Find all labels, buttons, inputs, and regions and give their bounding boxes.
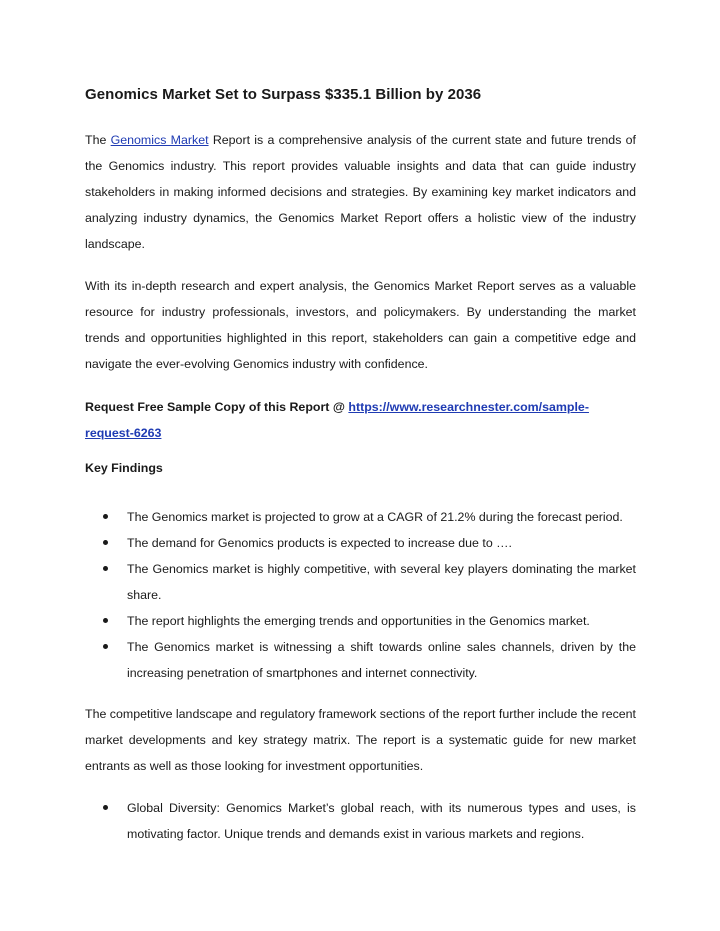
intro-suffix: Report is a comprehensive analysis of the current state and future trends of the Genomics industry. This report provides valuable insights and data that can guide industry stakeholders in making informed decisions and strategies. By examining key market indicators and analyzing industry dynamics, the Genomics Market Report offers a holistic view of the industry landscape. xyxy=(85,133,636,251)
key-findings-heading: Key Findings xyxy=(85,461,163,475)
key-findings-list xyxy=(85,504,636,686)
list-item xyxy=(85,556,636,608)
bullet-icon xyxy=(103,566,108,571)
request-label: Request Free Sample Copy of this Report @ xyxy=(85,400,349,414)
list-item xyxy=(85,530,636,556)
finding-text: The Genomics market is highly competitive, with several key players dominating the market share. xyxy=(127,562,636,602)
document-title: Genomics Market Set to Surpass $335.1 Billion by 2036 xyxy=(85,86,482,103)
global-diversity-list xyxy=(85,795,636,847)
bullet-icon xyxy=(103,514,108,519)
intro-paragraph xyxy=(85,127,636,257)
list-item xyxy=(85,608,636,634)
sample-request-link[interactable]: https://www.researchnester.com/sample-request-6263 xyxy=(85,400,589,440)
list-item xyxy=(85,634,636,686)
finding-text: The demand for Genomics products is expected to increase due to …. xyxy=(127,536,512,550)
finding-text: The report highlights the emerging trends and opportunities in the Genomics market. xyxy=(127,614,590,628)
list-item xyxy=(85,795,636,847)
global-diversity-text: Global Diversity: Genomics Market’s global reach, with its numerous types and uses, is motivating factor. Unique trends and demands exist in various markets and regions. xyxy=(127,801,636,841)
finding-text: The Genomics market is witnessing a shift towards online sales channels, driven by the increasing penetration of smartphones and internet connectivity. xyxy=(127,640,636,680)
bullet-icon xyxy=(103,644,108,649)
list-item xyxy=(85,504,636,530)
bullet-icon xyxy=(103,618,108,623)
finding-text: The Genomics market is projected to grow at a CAGR of 21.2% during the forecast period. xyxy=(127,510,623,524)
intro-prefix: The xyxy=(85,133,111,147)
bullet-icon xyxy=(103,540,108,545)
competitive-landscape-paragraph: The competitive landscape and regulatory framework sections of the report further include the recent market developments and key strategy matrix. The report is a systematic guide for new market entrants as well as those looking for investment opportunities. xyxy=(85,707,636,773)
request-sample-line xyxy=(85,394,636,446)
genomics-market-link[interactable]: Genomics Market xyxy=(110,133,209,147)
bullet-icon xyxy=(103,805,108,810)
analysis-paragraph: With its in-depth research and expert analysis, the Genomics Market Report serves as a valuable resource for industry professionals, investors, and policymakers. By understanding the market trends and opportunities highlighted in this report, stakeholders can gain a competitive edge and navigate the ever-evolving Genomics industry with confidence. xyxy=(85,279,636,371)
